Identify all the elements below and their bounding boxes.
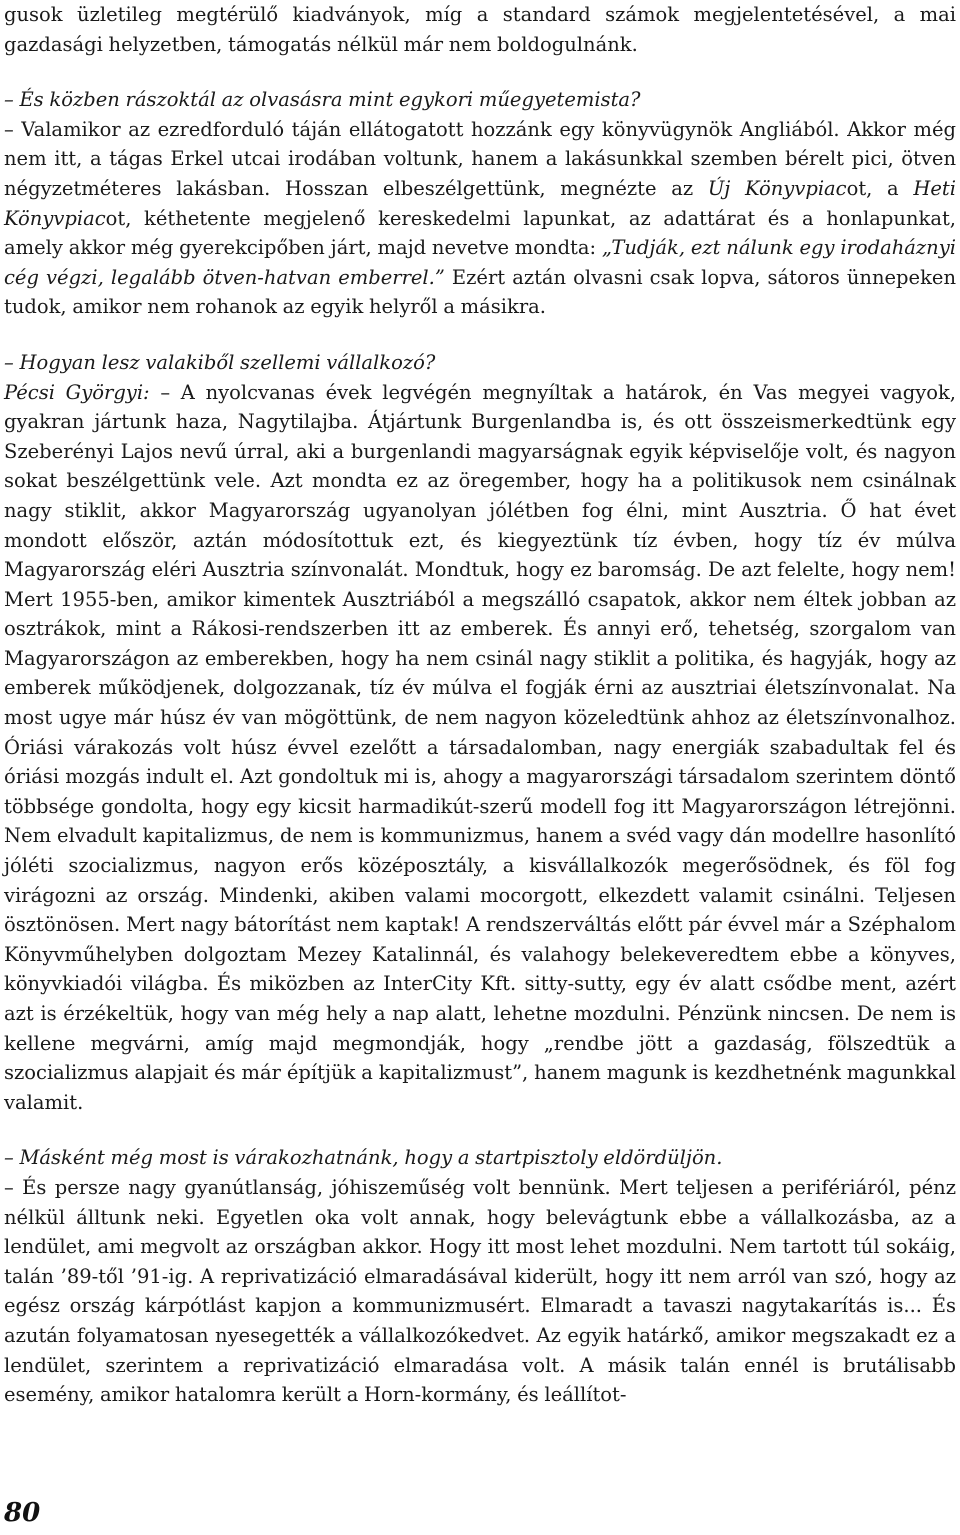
paragraph [4,1143,956,1173]
paragraph [4,378,956,1118]
paragraph-gap [4,1117,956,1143]
italic-text: – És közben rászoktál az olvasásra mint egykori műegyetemista? [4,88,641,112]
italic-text: Pécsi Györgyi: [4,380,150,404]
paragraph-gap [4,322,956,348]
italic-text: – Hogyan lesz valakiből szellemi vállalkozó? [4,350,436,374]
text-run: – A nyolcvanas évek legvégén megnyíltak a határok, én Vas megyei vagyok, gyakran jártunk haza, Nagytilajba. Átjártunk Burgenlandba is, és ott összeismerkedtünk egy Szeberényi Lajos nevű úrral, aki a burgenlandi magyarságnak egyik képviselője volt, és nagyon sokat beszélgettünk vele. Azt mondta ez az öregember, hogy ha a politikusok nem csinálnak nagy stiklit, akkor Magyarország ugyanolyan jólétben fog élni, mint Ausztria. Ő hat évet mondott először, aztán módosítottuk ezt, és kiegyeztünk tíz évben, hogy tíz év múlva Magyarország eléri Ausztria színvonalát. Mondtuk, hogy ez baromság. De azt felelte, hogy nem! Mert 1955-ben, amikor kimentek Ausztriából a megszálló csapatok, akkor nem éltek jobban az osztrákok, mint a Rákosi-rendszerben itt az emberek. És annyi erő, tehetség, szorgalom van Magyarországon az emberekben, hogy ha nem csinál nagy stiklit a politika, és hagyják, hogy az emberek működjenek, dolgozzanak, tíz év múlva el fogják érni az ausztriai életszínvonalat. Na most ugye már húsz év van mögöttünk, de nem nagyon közeledtünk ahhoz az életszínvonalhoz. Óriási várakozás volt húsz évvel ezelőtt a társadalomban, nagy energiák szabadultak fel és óriási mozgás indult el. Azt gondoltuk mi is, ahogy a magyarországi társadalom szerintem döntő többsége gondolta, hogy egy kicsit harmadikút-szerű modell fog itt Magyarországon létrejönni. Nem elvadult kapitalizmus, de nem is kommunizmus, hanem a svéd vagy dán modellre hasonlító jóléti szocializmus, nagyon erős középosztály, a kisvállalkozók megerősödnek, és föl fog virágozni az ország. Mindenki, akiben valami mocorgott, elkezdett valamit csinálni. Teljesen ösztönösen. Mert nagy bátorítást nem kaptak! A rendszerváltás előtt pár évvel már a Széphalom Könyvműhelyben dolgoztam Mezey Katalinnál, és valahogy belekeveredtem ebbe a könyves, könyvkiadói világba. És miközben az InterCity Kft. sitty-sutty, egy év alatt csődbe ment, azért azt is érzékeltük, hogy van még hely a nap alatt, lehetne mozdulni. Pénzünk nincsen. De nem is kellene megvárni, amíg majd megmondják, hogy „rendbe jött a gazdaság, fölszedtük a szocializmus alapjait és már építjük a kapitalizmust”, hanem magunk is kezdhetnénk magunkkal valamit. [4,380,956,1114]
italic-text: Új Könyvpiac [707,176,847,200]
italic-text: „Tudják, ezt nálunk egy irodaháznyi cég végzi, legalább ötven-hatvan emberrel.” [4,236,956,289]
page-number: 80 [4,1498,41,1528]
italic-text: Heti Könyvpiac [4,176,956,230]
paragraph [4,348,956,378]
article-body [4,0,956,1410]
italic-text: – Másként még most is várakozhatnánk, hogy a startpisztoly eldördüljön. [4,1146,723,1170]
text-run: ot, kéthetente megjelenő kereskedelmi lapunkat, az adattárat és a honlapunkat, amely akkor még gyerekcipőben járt, majd nevetve mondta: [4,206,956,260]
paragraph [4,115,956,322]
paragraph [4,85,956,115]
paragraph [4,1173,956,1410]
paragraph [4,0,956,59]
text-run: Ezért aztán olvasni csak lopva, sátoros ünnepeken tudok, amikor nem rohanok az egyik helyről a másikra. [4,265,956,319]
text-run: ot, a [846,176,914,200]
text-run: – És persze nagy gyanútlanság, jóhiszeműség volt bennünk. Mert teljesen a perifériáról, pénz nélkül álltunk neki. Egyetlen oka volt annak, hogy belevágtunk ebbe a vállalkozásba, az a lendület, ami megvolt az országban akkor. Hogy itt most lehet mozdulni. Nem tartott túl sokáig, talán ’89-től ’91-ig. A reprivatizáció elmaradásával kiderült, hogy itt nem arról van szó, hogy az egész ország kárpótlást kapjon a kommunizmusért. Elmaradt a tavaszi nagytakarítás is... És azután folyamatosan nyesegették a vállalkozókedvet. Az egyik határkő, amikor megszakadt ez a lendület, szerintem a reprivatizáció elmaradása volt. A másik talán ennél is brutálisabb esemény, amikor hatalomra került a Horn-kormány, és leállítot- [4,1175,956,1407]
text-run: – Valamikor az ezredforduló táján ellátogatott hozzánk egy könyvügynök Angliából. Akkor még nem itt, a tágas Erkel utcai irodában voltunk, hanem a lakásunkkal szemben bérelt pici, ötven négyzetméteres lakásban. Hosszan elbeszélgettünk, megnézte az [4,117,956,200]
text-run: gusok üzletileg megtérülő kiadványok, míg a standard számok megjelentetésével, a mai gazdasági helyzetben, támogatás nélkül már nem boldogulnánk. [4,3,956,56]
paragraph-gap [4,59,956,85]
